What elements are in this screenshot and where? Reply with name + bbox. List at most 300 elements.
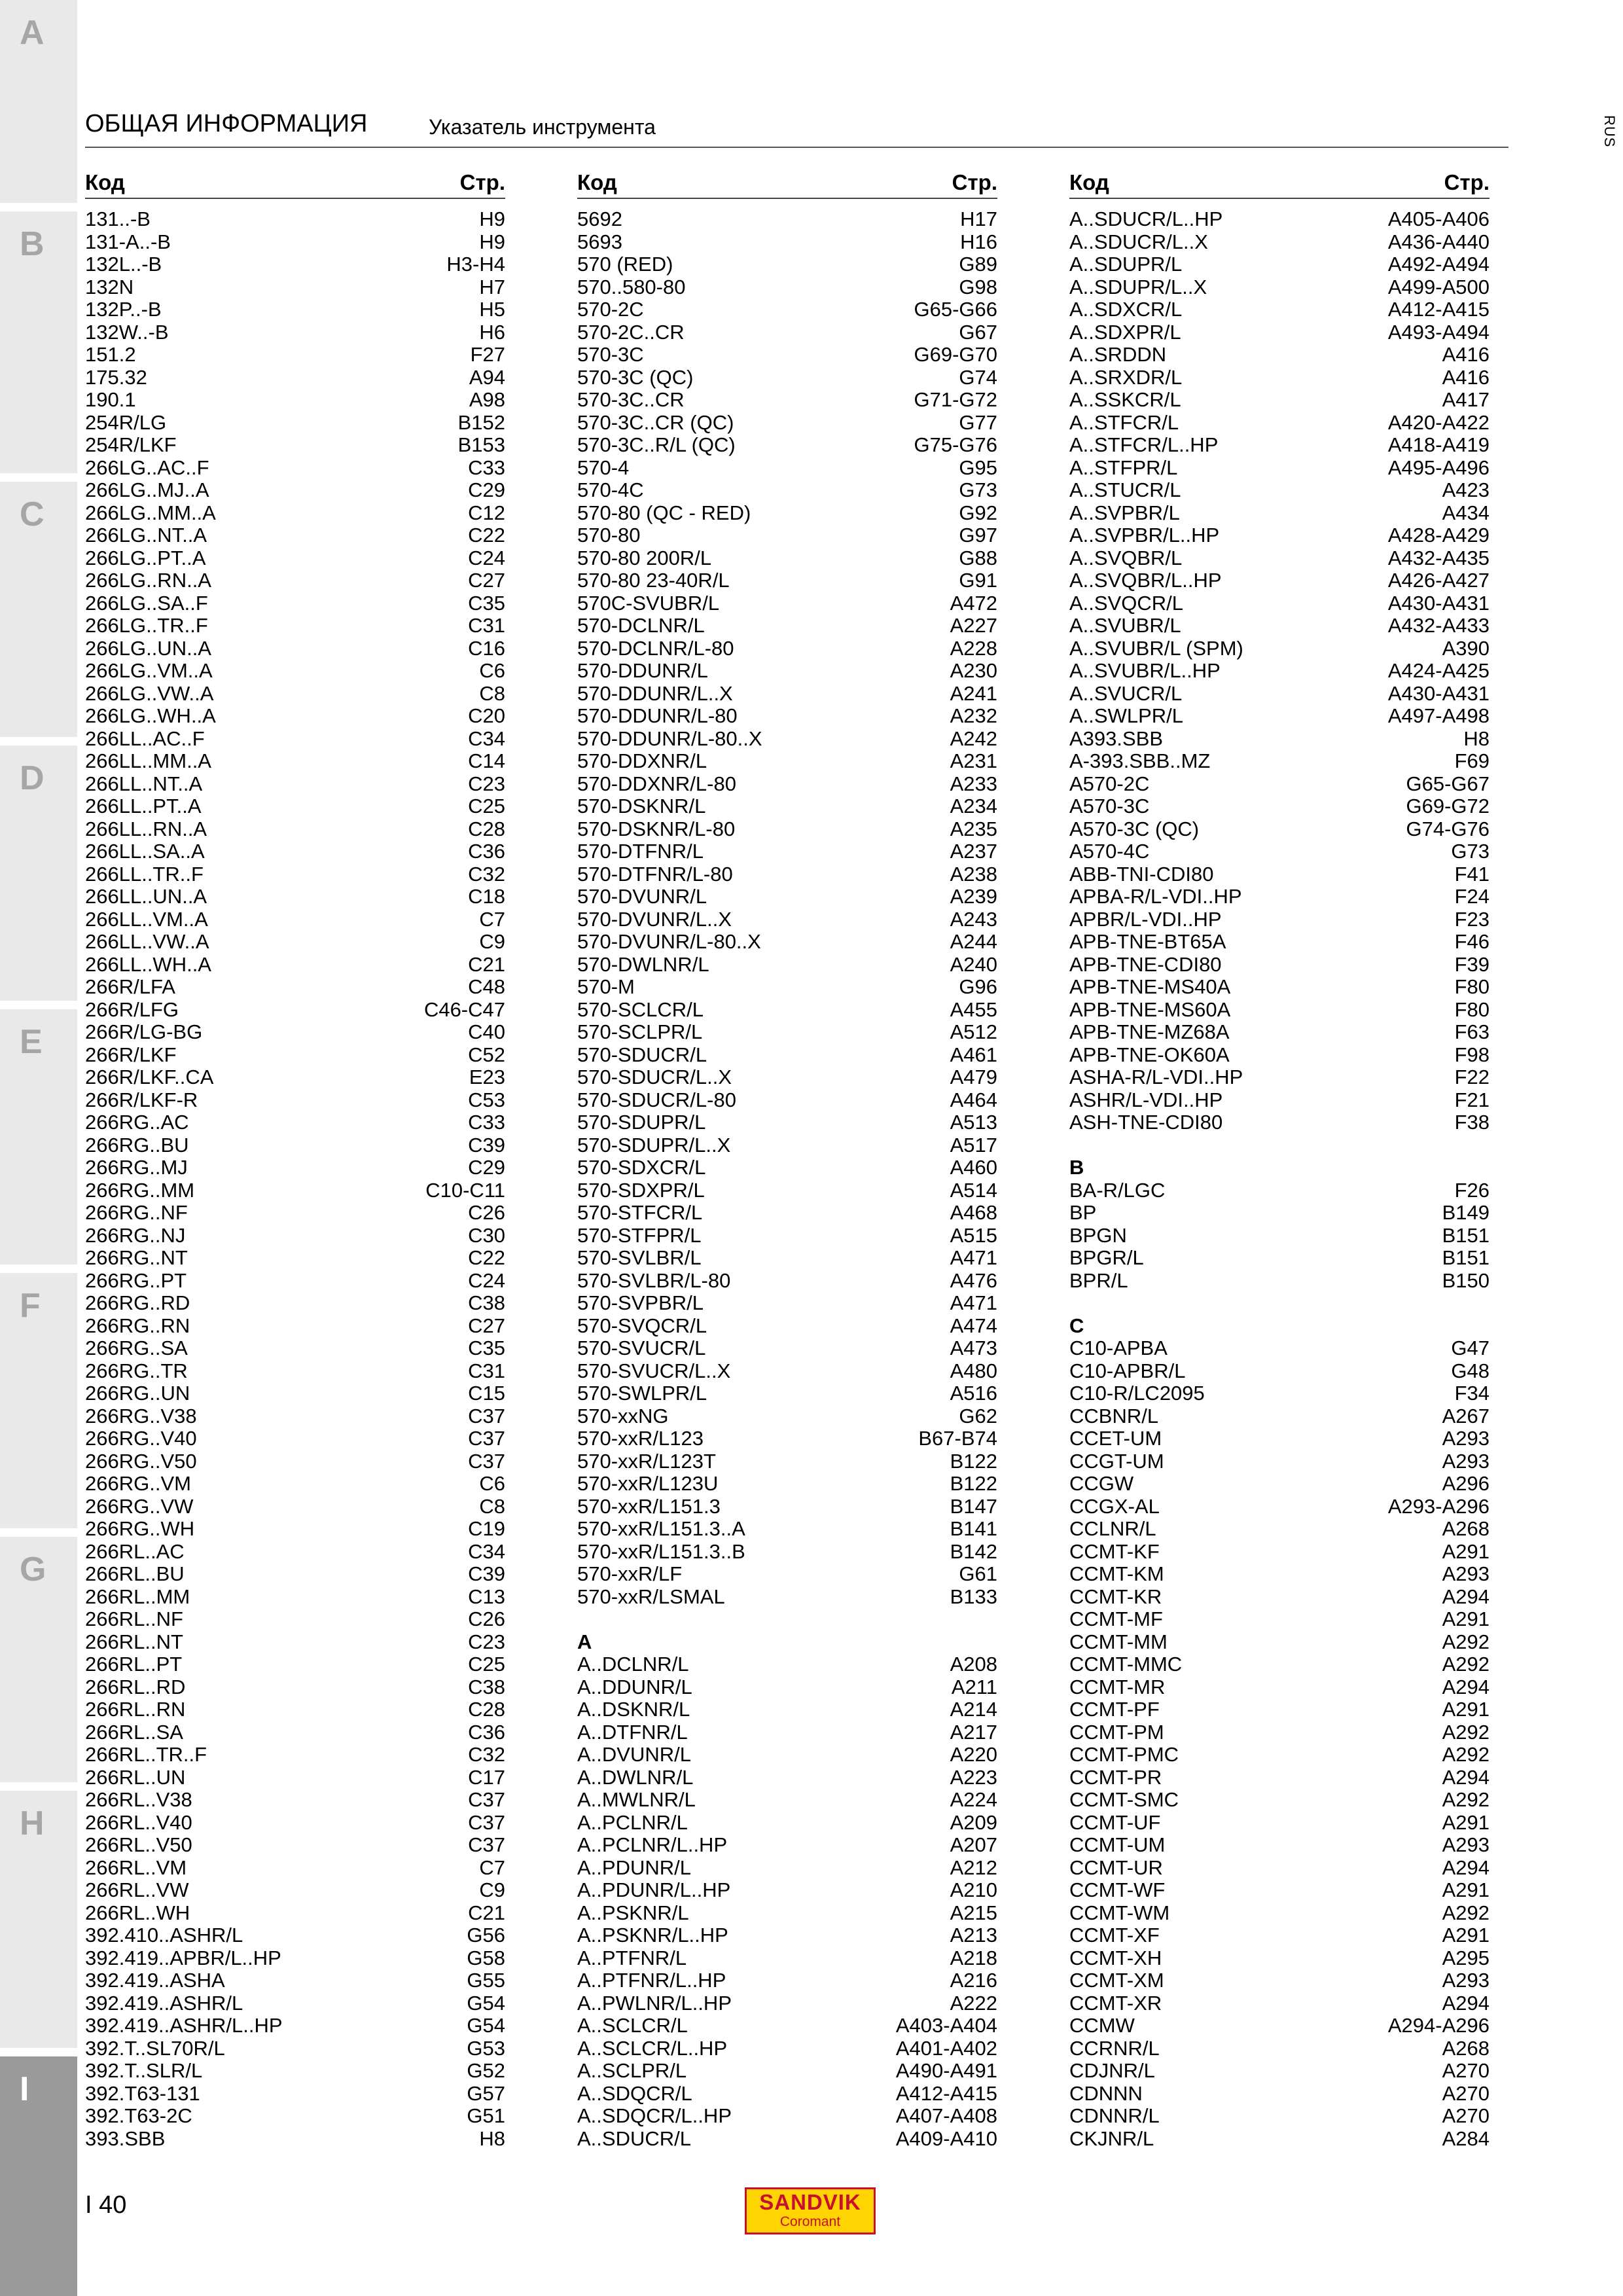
item-code: 266RG..PT <box>85 1268 187 1292</box>
item-page: C33 <box>468 1111 505 1134</box>
item-code: 266LL..VM..A <box>85 907 208 931</box>
code-header: Код <box>85 170 125 194</box>
item-code: APB-TNE-BT65A <box>1069 930 1226 953</box>
item-code: 266LL..MM..A <box>85 749 211 772</box>
item-code: A..SVQCR/L <box>1069 591 1183 615</box>
index-row <box>577 253 997 276</box>
item-page: C38 <box>468 1291 505 1314</box>
item-code: 570-2C <box>577 298 644 321</box>
item-page: G62 <box>959 1404 997 1427</box>
tab-d[interactable] <box>0 745 77 1001</box>
item-code: 392.419..APBR/L..HP <box>85 1946 281 1969</box>
item-code: A..STUCR/L <box>1069 478 1181 501</box>
sandvik-coromant-logo <box>745 2187 876 2234</box>
item-page: A270 <box>1442 2081 1489 2105</box>
index-row <box>1069 1608 1489 1631</box>
item-page: B150 <box>1442 1268 1489 1292</box>
item-code: 570-3C..R/L (QC) <box>577 433 736 456</box>
item-code: CCMT-UR <box>1069 1856 1163 1879</box>
item-page: F24 <box>1454 885 1489 908</box>
item-code: A..DSKNR/L <box>577 1698 690 1721</box>
index-row <box>577 1021 997 1044</box>
item-code: 570-M <box>577 975 635 998</box>
item-page: A426-A427 <box>1387 569 1489 592</box>
index-row <box>577 1812 997 1835</box>
item-page: G54 <box>467 1991 505 2015</box>
item-code: 266RG..V50 <box>85 1449 197 1473</box>
item-page: G69-G72 <box>1406 795 1489 817</box>
item-page: F80 <box>1454 997 1489 1021</box>
item-page: F69 <box>1454 749 1489 772</box>
tab-c[interactable] <box>0 482 77 737</box>
item-page: A293 <box>1442 1833 1489 1856</box>
item-page: A403-A404 <box>895 2014 997 2037</box>
item-code: 132P..-B <box>85 298 162 321</box>
item-page: B141 <box>950 1517 997 1540</box>
index-column-3 <box>1069 169 1489 2150</box>
item-code: 570-SVLBR/L <box>577 1246 702 1269</box>
item-page: B153 <box>457 433 505 456</box>
index-row <box>577 1744 997 1767</box>
item-page: A268 <box>1442 2036 1489 2060</box>
index-row <box>1069 705 1489 728</box>
tab-h[interactable] <box>0 1791 77 2048</box>
item-code: A..PSKNR/L <box>577 1901 689 1924</box>
index-row <box>1069 1924 1489 1947</box>
index-row <box>577 479 997 502</box>
item-code: CDNNN <box>1069 2081 1143 2105</box>
item-code: 266R/LKF <box>85 1043 177 1066</box>
item-code: A..SVQBR/L..HP <box>1069 569 1222 592</box>
index-row <box>577 1969 997 1992</box>
item-page: C25 <box>468 795 505 817</box>
item-code: 266RG..MJ <box>85 1156 188 1179</box>
section-heading <box>1069 1157 1489 1179</box>
item-code: A..SVUCR/L <box>1069 681 1183 705</box>
item-page: C6 <box>479 659 505 682</box>
item-page: G97 <box>959 524 997 547</box>
tab-g-label: G <box>20 1551 46 1588</box>
index-row <box>1069 1676 1489 1699</box>
index-row <box>85 479 505 502</box>
index-row <box>577 457 997 480</box>
tab-g[interactable] <box>0 1537 77 1782</box>
index-row <box>577 412 997 435</box>
item-code: 392.T63-2C <box>85 2104 192 2127</box>
index-row <box>85 954 505 977</box>
item-page: C23 <box>468 1630 505 1653</box>
index-row <box>85 1270 505 1293</box>
index-row <box>85 434 505 457</box>
item-page: G98 <box>959 275 997 298</box>
item-code: 570-DWLNR/L <box>577 952 709 976</box>
item-code: 266RG..SA <box>85 1336 188 1359</box>
item-code: CCGX-AL <box>1069 1494 1160 1518</box>
index-row <box>85 1857 505 1880</box>
item-code: APB-TNE-CDI80 <box>1069 952 1222 976</box>
item-page: A472 <box>950 591 997 615</box>
index-row <box>85 1292 505 1315</box>
item-page: C48 <box>468 975 505 998</box>
index-row <box>1069 1044 1489 1067</box>
item-page: A291 <box>1442 1924 1489 1946</box>
column-header <box>85 169 505 199</box>
index-rows <box>577 208 997 2150</box>
item-code: A..DTFNR/L <box>577 1720 688 1744</box>
item-page: F38 <box>1454 1111 1489 1134</box>
item-code: 570C-SVUBR/L <box>577 591 720 615</box>
item-page: A208 <box>950 1653 997 1676</box>
item-code: A..SRDDN <box>1069 343 1167 366</box>
item-page: C24 <box>468 546 505 569</box>
tab-b[interactable] <box>0 211 77 473</box>
index-row <box>577 344 997 367</box>
language-label: RUS <box>1601 115 1618 148</box>
item-code: 570-xxR/LSMAL <box>577 1585 725 1608</box>
item-code: 266LG..RN..A <box>85 569 211 592</box>
index-row <box>577 1225 997 1247</box>
item-page: B122 <box>950 1449 997 1473</box>
tab-f[interactable] <box>0 1273 77 1528</box>
index-row <box>85 1676 505 1699</box>
index-row <box>1069 1518 1489 1541</box>
index-row <box>1069 1969 1489 1992</box>
index-row <box>1069 1179 1489 1202</box>
item-code: 570-DDUNR/L..X <box>577 681 733 705</box>
index-row <box>1069 1450 1489 1473</box>
item-code: ASH-TNE-CDI80 <box>1069 1111 1223 1134</box>
item-page: C22 <box>468 1246 505 1269</box>
item-code: 570-SVUCR/L <box>577 1336 706 1359</box>
item-page: A267 <box>1442 1404 1489 1427</box>
item-page: G74-G76 <box>1406 817 1489 840</box>
item-code: A..PWLNR/L..HP <box>577 1991 732 2015</box>
item-code: A..SVUBR/L <box>1069 614 1181 637</box>
item-code: 266RL..TR..F <box>85 1743 207 1766</box>
item-page: C38 <box>468 1675 505 1698</box>
item-code: 570-SDXPR/L <box>577 1178 705 1202</box>
item-code: CCMT-MF <box>1069 1607 1163 1630</box>
item-page: A479 <box>950 1066 997 1088</box>
index-row <box>1069 344 1489 367</box>
item-page: A513 <box>950 1111 997 1134</box>
item-page: A220 <box>950 1743 997 1766</box>
item-page: C34 <box>468 726 505 750</box>
item-page: C25 <box>468 1653 505 1676</box>
item-page: A294 <box>1442 1991 1489 2015</box>
item-page: C16 <box>468 636 505 660</box>
item-code: 266RL..V50 <box>85 1833 192 1856</box>
tab-i-active[interactable] <box>0 2056 77 2296</box>
index-row <box>85 1744 505 1767</box>
item-code: 570-SCLCR/L <box>577 997 704 1021</box>
index-row <box>577 1676 997 1699</box>
item-page: A294 <box>1442 1675 1489 1698</box>
item-page: A209 <box>950 1810 997 1834</box>
index-row <box>577 547 997 570</box>
index-row <box>85 524 505 547</box>
index-row <box>85 2015 505 2037</box>
index-row <box>1069 1247 1489 1270</box>
item-code: 570-xxR/L123 <box>577 1427 704 1450</box>
item-code: 266LG..UN..A <box>85 636 211 660</box>
item-page: C40 <box>468 1020 505 1043</box>
item-page: C39 <box>468 1133 505 1157</box>
index-row <box>577 931 997 954</box>
index-row <box>85 931 505 954</box>
item-code: A..SVUBR/L..HP <box>1069 659 1221 682</box>
item-page: C15 <box>468 1382 505 1405</box>
item-page: A293 <box>1442 1562 1489 1585</box>
index-row <box>577 1202 997 1225</box>
item-code: 266RL..V40 <box>85 1810 192 1834</box>
tab-a[interactable] <box>0 0 77 203</box>
item-page: H6 <box>479 320 505 344</box>
item-page: G91 <box>959 569 997 592</box>
index-row <box>1069 2105 1489 2128</box>
item-code: A..SDUCR/L..HP <box>1069 207 1223 230</box>
index-row <box>85 2037 505 2060</box>
index-row <box>1069 1653 1489 1676</box>
item-code: 570-3C..CR <box>577 388 685 411</box>
item-code: A..SDXPR/L <box>1069 320 1181 344</box>
index-row <box>85 1157 505 1179</box>
item-page: A217 <box>950 1720 997 1744</box>
index-row <box>1069 1337 1489 1360</box>
item-page: B133 <box>950 1585 997 1608</box>
item-page: H16 <box>960 230 997 253</box>
item-page: A424-A425 <box>1387 659 1489 682</box>
index-row <box>1069 660 1489 683</box>
item-page: A216 <box>950 1969 997 1992</box>
item-code: APB-TNE-MS40A <box>1069 975 1231 998</box>
item-page: C37 <box>468 1449 505 1473</box>
index-row <box>1069 479 1489 502</box>
item-page: G92 <box>959 501 997 524</box>
item-code: 570-DTFNR/L-80 <box>577 862 733 886</box>
item-code: 266RG..MM <box>85 1178 195 1202</box>
item-code: 570-DSKNR/L <box>577 795 706 817</box>
item-code: 570-SWLPR/L <box>577 1382 707 1405</box>
item-code: A..SDUCR/L <box>577 2126 691 2150</box>
index-row <box>577 954 997 977</box>
item-code: CCMT-PF <box>1069 1698 1160 1721</box>
index-row <box>577 1292 997 1315</box>
tab-f-label: F <box>20 1287 41 1325</box>
index-row <box>1069 1902 1489 1925</box>
index-row <box>85 1427 505 1450</box>
index-row <box>577 1992 997 2015</box>
index-row <box>1069 276 1489 299</box>
item-code: 131..-B <box>85 207 151 230</box>
item-page: G74 <box>959 365 997 389</box>
index-row <box>85 321 505 344</box>
item-page: G53 <box>467 2036 505 2060</box>
item-page: A430-A431 <box>1387 591 1489 615</box>
item-code: 266LL..UN..A <box>85 885 207 908</box>
item-page: C6 <box>479 1472 505 1495</box>
index-row <box>577 569 997 592</box>
item-code: A570-4C <box>1069 840 1150 863</box>
index-row <box>1069 931 1489 954</box>
item-code: 131-A..-B <box>85 230 171 253</box>
item-page: C46-C47 <box>423 997 505 1021</box>
item-page: G96 <box>959 975 997 998</box>
page-header <box>85 110 1508 148</box>
index-row <box>1069 1721 1489 1744</box>
tab-c-label: C <box>20 495 45 533</box>
item-code: BPR/L <box>1069 1268 1128 1292</box>
index-row <box>85 1066 505 1089</box>
tab-e[interactable] <box>0 1009 77 1265</box>
item-code: 392.T..SLR/L <box>85 2059 203 2082</box>
item-code: CCLNR/L <box>1069 1517 1156 1540</box>
index-row <box>1069 547 1489 570</box>
item-code: CCMT-XH <box>1069 1946 1162 1969</box>
index-row <box>85 1202 505 1225</box>
item-page: A237 <box>950 840 997 863</box>
index-row <box>1069 2128 1489 2151</box>
item-page: A516 <box>950 1382 997 1405</box>
item-page: H8 <box>1463 726 1489 750</box>
item-page: C12 <box>468 501 505 524</box>
item-page: A224 <box>950 1788 997 1811</box>
page-header-label: Стр. <box>1444 170 1489 194</box>
index-row <box>577 637 997 660</box>
item-page: C13 <box>468 1585 505 1608</box>
item-page: G71-G72 <box>914 388 997 411</box>
index-row <box>85 795 505 818</box>
index-row <box>1069 1767 1489 1789</box>
item-page: F26 <box>1454 1178 1489 1202</box>
index-row <box>85 863 505 886</box>
item-code: 392.419..ASHA <box>85 1969 225 1992</box>
index-row <box>1069 1631 1489 1654</box>
index-row <box>85 1360 505 1383</box>
index-row <box>577 615 997 637</box>
item-code: 570-DSKNR/L-80 <box>577 817 736 840</box>
tab-a-label: A <box>20 14 45 52</box>
index-row <box>577 2128 997 2151</box>
item-code: A570-2C <box>1069 772 1150 795</box>
item-code: A..SDUPR/L..X <box>1069 275 1207 298</box>
item-code: 570-STFPR/L <box>577 1223 702 1247</box>
index-row <box>577 795 997 818</box>
item-page: A420-A422 <box>1387 410 1489 434</box>
item-code: A..SVPBR/L..HP <box>1069 524 1220 547</box>
index-row <box>1069 908 1489 931</box>
item-code: 266LG..VW..A <box>85 681 214 705</box>
index-row <box>1069 1496 1489 1518</box>
item-code: 570-2C..CR <box>577 320 685 344</box>
item-code: 570-4 <box>577 456 630 479</box>
item-code: 266LG..MM..A <box>85 501 216 524</box>
item-code: 254R/LKF <box>85 433 177 456</box>
item-code: A..STFCR/L..HP <box>1069 433 1219 456</box>
index-row <box>85 660 505 683</box>
index-row <box>577 1427 997 1450</box>
index-row <box>1069 592 1489 615</box>
index-row <box>577 1360 997 1383</box>
index-row <box>85 1179 505 1202</box>
item-page: A468 <box>950 1201 997 1224</box>
item-code: CCMT-XF <box>1069 1924 1160 1946</box>
index-row <box>577 999 997 1022</box>
item-page: C31 <box>468 614 505 637</box>
item-code: 266RL..BU <box>85 1562 185 1585</box>
index-row <box>577 818 997 841</box>
index-row <box>1069 1563 1489 1586</box>
item-page: G65-G66 <box>914 298 997 321</box>
item-page: G47 <box>1451 1336 1489 1359</box>
index-row <box>85 1698 505 1721</box>
item-page: F63 <box>1454 1020 1489 1043</box>
item-code: 266RL..PT <box>85 1653 183 1676</box>
item-page: A233 <box>950 772 997 795</box>
item-page: A296 <box>1442 1472 1489 1495</box>
item-code: 570-SDUCR/L <box>577 1043 707 1066</box>
index-row <box>85 569 505 592</box>
index-row <box>1069 1586 1489 1609</box>
item-code: A..SVPBR/L <box>1069 501 1180 524</box>
index-row <box>577 1382 997 1405</box>
item-page: A514 <box>950 1178 997 1202</box>
item-page: C21 <box>468 1901 505 1924</box>
index-row <box>1069 1270 1489 1293</box>
item-page: G51 <box>467 2104 505 2127</box>
index-row <box>1069 683 1489 706</box>
index-row <box>85 1789 505 1812</box>
item-code: 570-3C..CR (QC) <box>577 410 734 434</box>
item-code: A..PDUNR/L..HP <box>577 1878 731 1901</box>
item-code: 570-SCLPR/L <box>577 1020 703 1043</box>
index-row <box>577 1179 997 1202</box>
item-code: 266RL..VM <box>85 1856 187 1879</box>
item-page: H5 <box>479 298 505 321</box>
item-code: 570-xxR/L151.3..B <box>577 1539 745 1563</box>
item-page: C32 <box>468 1743 505 1766</box>
item-code: A-393.SBB..MZ <box>1069 749 1211 772</box>
item-code: 266LG..NT..A <box>85 524 207 547</box>
item-page: A473 <box>950 1336 997 1359</box>
item-page: A213 <box>950 1924 997 1946</box>
index-row <box>85 253 505 276</box>
item-code: 266RL..RN <box>85 1698 186 1721</box>
item-page: A293 <box>1442 1427 1489 1450</box>
item-code: 392.419..ASHR/L..HP <box>85 2014 283 2037</box>
item-code: 570-SDUPR/L..X <box>577 1133 731 1157</box>
item-code: 266RG..BU <box>85 1133 189 1157</box>
item-page: B67-B74 <box>918 1427 997 1450</box>
index-row <box>1069 840 1489 863</box>
index-row <box>85 208 505 231</box>
index-row <box>577 1518 997 1541</box>
item-page: C7 <box>479 1856 505 1879</box>
item-code: CCMT-KR <box>1069 1585 1162 1608</box>
item-page: C22 <box>468 524 505 547</box>
item-code: 392.T..SL70R/L <box>85 2036 225 2060</box>
item-code: CCMT-KM <box>1069 1562 1164 1585</box>
item-code: CCMT-XR <box>1069 1991 1162 2015</box>
index-row <box>85 1924 505 1947</box>
item-page: C33 <box>468 456 505 479</box>
index-row <box>1069 795 1489 818</box>
item-code: 190.1 <box>85 388 136 411</box>
item-code: 266RG..NF <box>85 1201 188 1224</box>
index-row <box>85 1947 505 1970</box>
blank-row <box>577 1608 997 1631</box>
item-code: CCMT-MM <box>1069 1630 1168 1653</box>
